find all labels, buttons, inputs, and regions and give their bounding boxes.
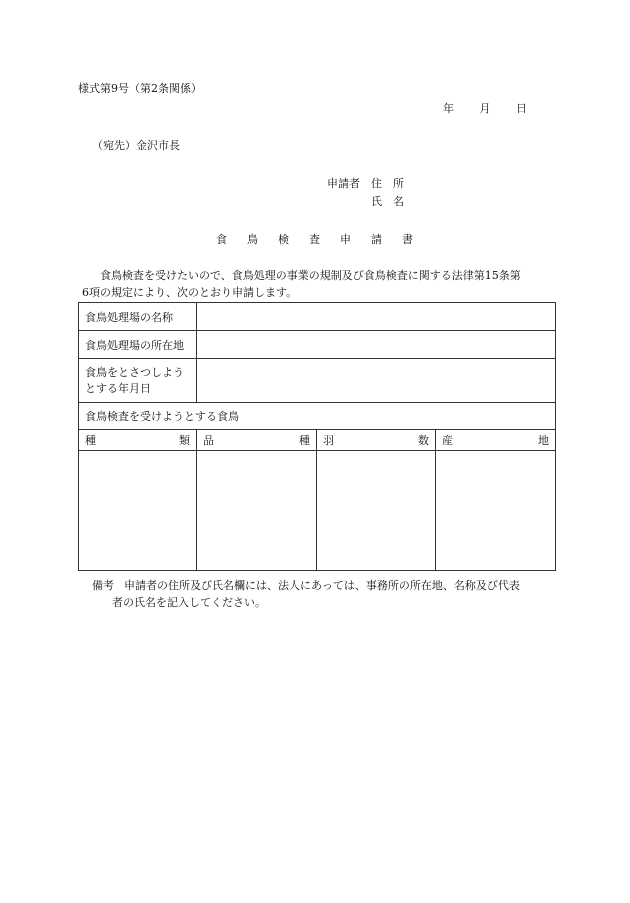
column-type-char-1: 種 [85, 434, 96, 447]
document-title [0, 231, 630, 247]
slaughter-date-label-line-1: 食鳥をとさつしよう [85, 365, 184, 379]
remarks [92, 577, 520, 611]
slaughter-date-label-line-2: とする年月日 [85, 381, 151, 395]
application-form-table [78, 302, 556, 571]
facility-location-field[interactable] [197, 331, 556, 359]
applicant-name-label: 氏 名 [371, 195, 404, 208]
applicant-label: 申請者 [327, 177, 360, 190]
facility-location-row [79, 331, 556, 359]
facility-name-row [79, 303, 556, 331]
column-breed-header [197, 430, 317, 451]
form-number: 様式第9号（第2条関係） [78, 82, 202, 95]
facility-name-label: 食鳥処理場の名称 [79, 303, 197, 331]
remarks-line-1 [92, 577, 520, 594]
title-char: 書 [402, 233, 414, 246]
birds-data-row [79, 451, 556, 571]
column-breed-char-2: 種 [299, 434, 310, 447]
title-char: 申 [340, 233, 352, 246]
column-breed-char-1: 品 [203, 434, 214, 447]
date-line [443, 100, 527, 116]
breed-field[interactable] [197, 451, 317, 571]
column-type-char-2: 類 [179, 434, 190, 447]
applicant-address-label: 住 所 [371, 177, 404, 190]
statement-line-2: 6項の規定により、次のとおり申請します。 [82, 286, 298, 299]
count-field[interactable] [317, 451, 436, 571]
column-origin-char-2: 地 [538, 434, 550, 447]
remarks-text-1: 申請者の住所及び氏名欄には、法人にあっては、事務所の所在地、名称及び代表 [124, 579, 520, 592]
title-char: 査 [309, 233, 321, 246]
column-origin-header [436, 430, 556, 451]
date-day: 日 [516, 102, 527, 115]
birds-label: 食鳥検査を受けようとする食鳥 [79, 403, 556, 430]
birds-header-row [79, 403, 556, 430]
application-statement [78, 267, 558, 301]
title-char: 請 [371, 233, 383, 246]
date-year: 年 [443, 102, 454, 115]
title-char: 検 [278, 233, 290, 246]
birds-columns-row [79, 430, 556, 451]
date-month: 月 [479, 102, 491, 115]
slaughter-date-field[interactable] [197, 359, 556, 403]
facility-location-label: 食鳥処理場の所在地 [79, 331, 197, 359]
addressee: （宛先）金沢市長 [92, 139, 180, 152]
column-count-char-2: 数 [418, 434, 429, 447]
column-count-char-1: 羽 [323, 434, 334, 447]
remarks-line-2: 者の氏名を記入してください。 [112, 596, 266, 609]
column-type-header [79, 430, 197, 451]
facility-name-field[interactable] [197, 303, 556, 331]
type-field[interactable] [79, 451, 197, 571]
title-char: 鳥 [247, 233, 259, 246]
column-count-header [317, 430, 436, 451]
statement-line-1: 食鳥検査を受けたいので、食鳥処理の事業の規制及び食鳥検査に関する法律第15条第 [100, 269, 521, 282]
slaughter-date-label [79, 359, 197, 403]
title-char: 食 [216, 233, 228, 246]
column-origin-char-1: 産 [442, 434, 453, 447]
slaughter-date-row [79, 359, 556, 403]
remarks-label: 備考 [92, 579, 114, 592]
origin-field[interactable] [436, 451, 556, 571]
